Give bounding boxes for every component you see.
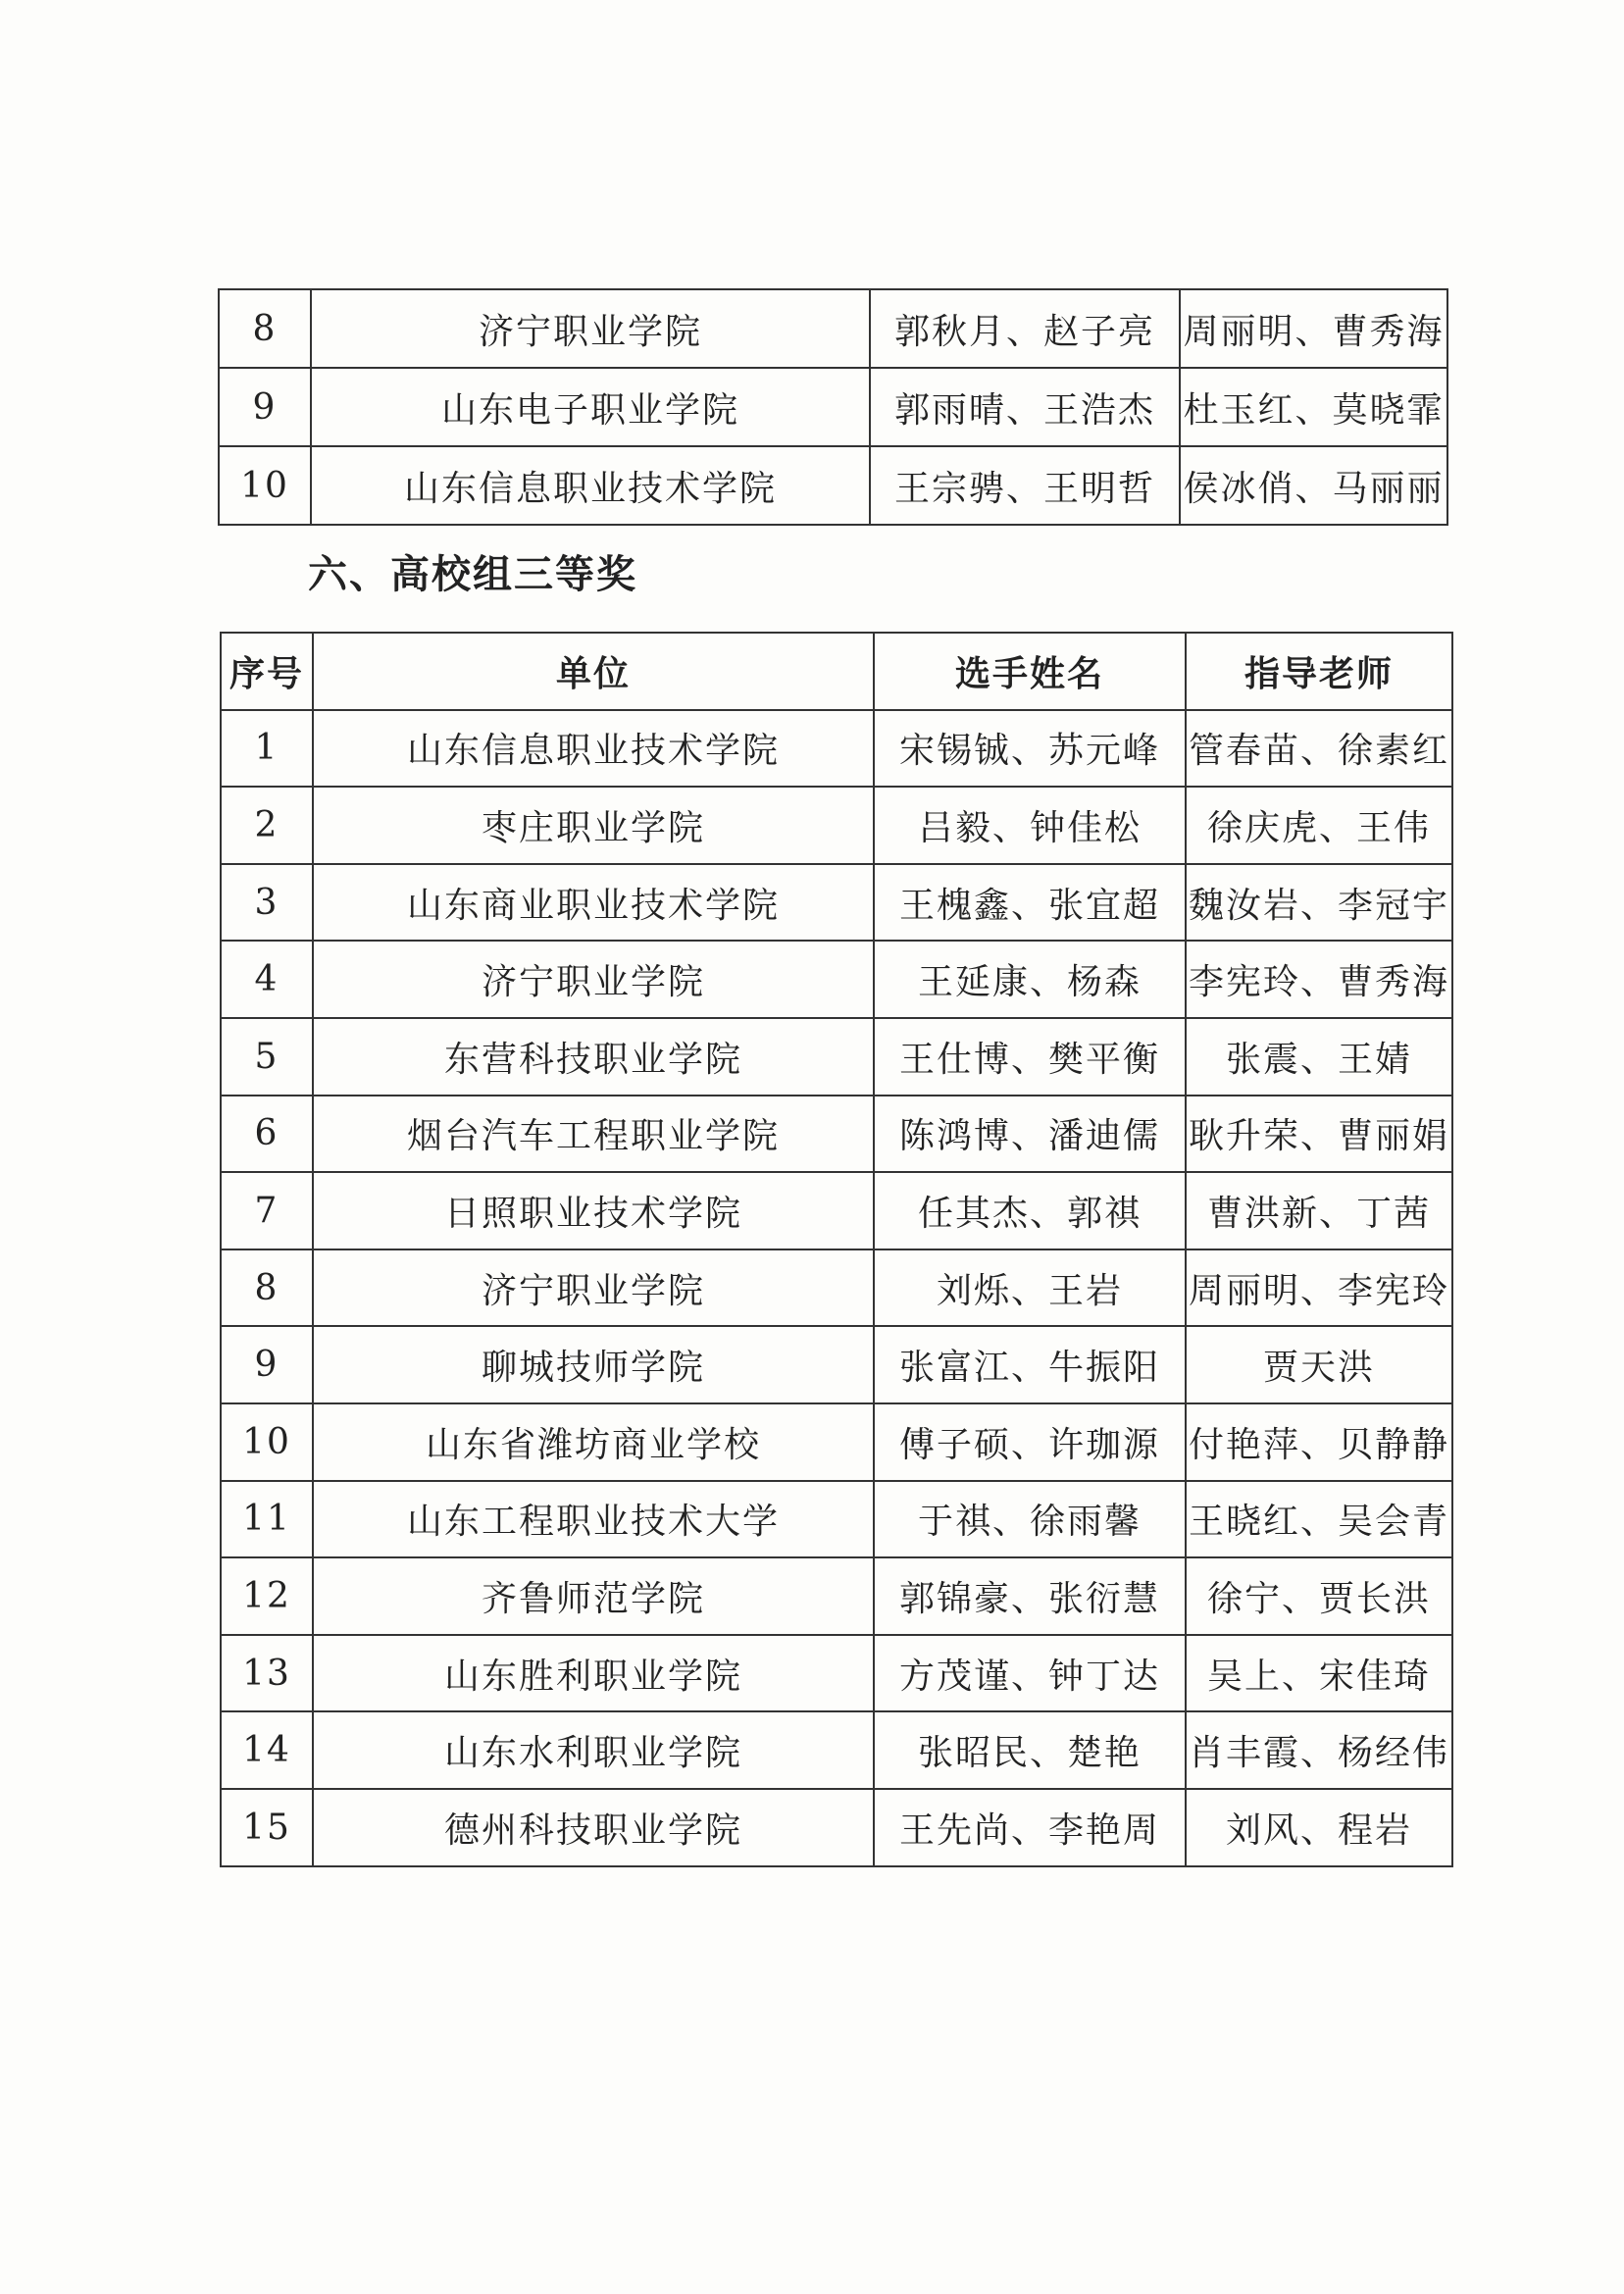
unit-cell: 山东信息职业技术学院: [311, 446, 870, 525]
row-number: 2: [221, 787, 313, 864]
row-number: 9: [219, 368, 311, 446]
unit-cell: 济宁职业学院: [313, 1249, 874, 1327]
unit-cell: 山东电子职业学院: [311, 368, 870, 446]
unit-cell: 山东水利职业学院: [313, 1711, 874, 1789]
teachers-cell: 付艳萍、贝静静: [1186, 1403, 1452, 1481]
table-row: [221, 1481, 1452, 1558]
unit-cell: 东营科技职业学院: [313, 1018, 874, 1096]
continued-award-table: [218, 288, 1448, 526]
unit-cell: 聊城技师学院: [313, 1326, 874, 1403]
teachers-cell: 吴上、宋佳琦: [1186, 1635, 1452, 1712]
players-cell: 王仕博、樊平衡: [874, 1018, 1186, 1096]
header-teachers: 指导老师: [1186, 633, 1452, 710]
unit-cell: 山东信息职业技术学院: [313, 710, 874, 788]
players-cell: 王槐鑫、张宜超: [874, 864, 1186, 942]
table-header-row: [221, 633, 1452, 710]
row-number: 5: [221, 1018, 313, 1096]
unit-cell: 枣庄职业学院: [313, 787, 874, 864]
players-cell: 方茂谨、钟丁达: [874, 1635, 1186, 1712]
unit-cell: 山东工程职业技术大学: [313, 1481, 874, 1558]
teachers-cell: 侯冰俏、马丽丽: [1180, 446, 1447, 525]
players-cell: 傅子硕、许珈源: [874, 1403, 1186, 1481]
teachers-cell: 周丽明、曹秀海: [1180, 289, 1447, 368]
teachers-cell: 刘风、程岩: [1186, 1789, 1452, 1866]
players-cell: 郭秋月、赵子亮: [870, 289, 1180, 368]
header-players: 选手姓名: [874, 633, 1186, 710]
players-cell: 陈鸿博、潘迪儒: [874, 1096, 1186, 1173]
table-row: [221, 1711, 1452, 1789]
table-row: [221, 1249, 1452, 1327]
teachers-cell: 耿升荣、曹丽娟: [1186, 1096, 1452, 1173]
table-row: [221, 1326, 1452, 1403]
teachers-cell: 魏汝岩、李冠宇: [1186, 864, 1452, 942]
table-row: [221, 1172, 1452, 1249]
section-heading: 六、高校组三等奖: [308, 552, 637, 597]
table-row: [221, 1403, 1452, 1481]
teachers-cell: 李宪玲、曹秀海: [1186, 941, 1452, 1018]
table-row: [221, 1557, 1452, 1635]
row-number: 8: [219, 289, 311, 368]
players-cell: 郭锦豪、张衍慧: [874, 1557, 1186, 1635]
teachers-cell: 肖丰霞、杨经伟: [1186, 1711, 1452, 1789]
table-row: [221, 864, 1452, 942]
players-cell: 刘烁、王岩: [874, 1249, 1186, 1327]
table-row: [219, 446, 1447, 525]
unit-cell: 济宁职业学院: [313, 941, 874, 1018]
players-cell: 张富江、牛振阳: [874, 1326, 1186, 1403]
players-cell: 张昭民、楚艳: [874, 1711, 1186, 1789]
table-row: [221, 1789, 1452, 1866]
table-row: [221, 787, 1452, 864]
players-cell: 郭雨晴、王浩杰: [870, 368, 1180, 446]
table-row: [219, 368, 1447, 446]
teachers-cell: 管春苗、徐素红: [1186, 710, 1452, 788]
teachers-cell: 曹洪新、丁茜: [1186, 1172, 1452, 1249]
row-number: 8: [221, 1249, 313, 1327]
players-cell: 王先尚、李艳周: [874, 1789, 1186, 1866]
row-number: 1: [221, 710, 313, 788]
unit-cell: 山东商业职业技术学院: [313, 864, 874, 942]
row-number: 6: [221, 1096, 313, 1173]
third-prize-table: [220, 632, 1453, 1867]
row-number: 10: [219, 446, 311, 525]
unit-cell: 日照职业技术学院: [313, 1172, 874, 1249]
teachers-cell: 周丽明、李宪玲: [1186, 1249, 1452, 1327]
row-number: 3: [221, 864, 313, 942]
unit-cell: 山东胜利职业学院: [313, 1635, 874, 1712]
row-number: 10: [221, 1403, 313, 1481]
players-cell: 王宗骋、王明哲: [870, 446, 1180, 525]
teachers-cell: 贾天洪: [1186, 1326, 1452, 1403]
header-number: 序号: [221, 633, 313, 710]
teachers-cell: 张震、王婧: [1186, 1018, 1452, 1096]
players-cell: 于祺、徐雨馨: [874, 1481, 1186, 1558]
table-row: [221, 1018, 1452, 1096]
row-number: 9: [221, 1326, 313, 1403]
table-row: [221, 1635, 1452, 1712]
players-cell: 宋锡铖、苏元峰: [874, 710, 1186, 788]
table-row: [221, 941, 1452, 1018]
table-row: [219, 289, 1447, 368]
unit-cell: 齐鲁师范学院: [313, 1557, 874, 1635]
table-row: [221, 1096, 1452, 1173]
row-number: 15: [221, 1789, 313, 1866]
header-unit: 单位: [313, 633, 874, 710]
teachers-cell: 徐宁、贾长洪: [1186, 1557, 1452, 1635]
teachers-cell: 王晓红、吴会青: [1186, 1481, 1452, 1558]
row-number: 11: [221, 1481, 313, 1558]
teachers-cell: 徐庆虎、王伟: [1186, 787, 1452, 864]
table-row: [221, 710, 1452, 788]
players-cell: 任其杰、郭祺: [874, 1172, 1186, 1249]
teachers-cell: 杜玉红、莫晓霏: [1180, 368, 1447, 446]
unit-cell: 山东省潍坊商业学校: [313, 1403, 874, 1481]
players-cell: 吕毅、钟佳松: [874, 787, 1186, 864]
row-number: 13: [221, 1635, 313, 1712]
row-number: 7: [221, 1172, 313, 1249]
row-number: 14: [221, 1711, 313, 1789]
unit-cell: 德州科技职业学院: [313, 1789, 874, 1866]
row-number: 12: [221, 1557, 313, 1635]
unit-cell: 烟台汽车工程职业学院: [313, 1096, 874, 1173]
players-cell: 王延康、杨森: [874, 941, 1186, 1018]
row-number: 4: [221, 941, 313, 1018]
unit-cell: 济宁职业学院: [311, 289, 870, 368]
